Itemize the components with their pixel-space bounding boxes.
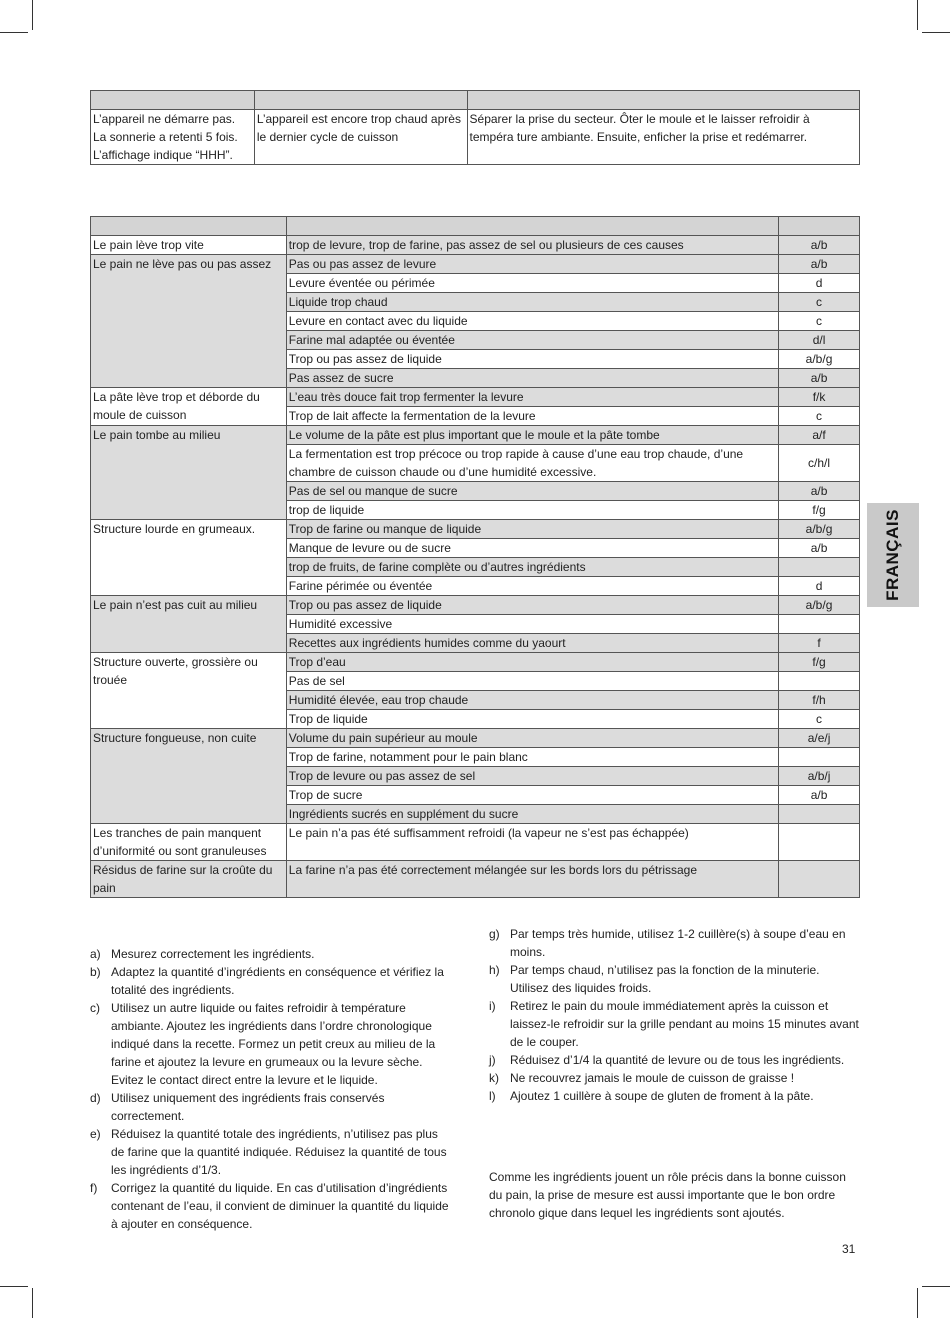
table-row	[91, 596, 860, 615]
table-row	[91, 824, 860, 861]
note-text: Réduisez la quantité totale des ingrédients, n’utilisez pas plus de farine que la quantité indiquée. Réduisez la quantité de tous les ingrédients d’1/3.	[111, 1127, 447, 1177]
cause-cell: Pas de sel	[286, 672, 778, 691]
problem-cell: Résidus de farine sur la croûte du pain	[91, 861, 287, 898]
table-row	[91, 426, 860, 445]
cause-cell: L’eau très douce fait trop fermenter la levure	[286, 388, 778, 407]
remedy-code-cell	[779, 558, 860, 577]
note-item	[489, 1051, 861, 1069]
remedy-code-cell: c	[779, 293, 860, 312]
crop-mark	[917, 0, 918, 30]
cause-cell: Levure éventée ou périmée	[286, 274, 778, 293]
note-text: Réduisez d’1/4 la quantité de levure ou de tous les ingrédients.	[510, 1053, 845, 1067]
note-key: e)	[90, 1127, 101, 1141]
cause-cell: Trop de levure ou pas assez de sel	[286, 767, 778, 786]
cause-cell: Pas ou pas assez de levure	[286, 255, 778, 274]
remedy-code-cell: a/f	[779, 426, 860, 445]
note-key: c)	[90, 1001, 100, 1015]
remedy-code-cell: f/k	[779, 388, 860, 407]
note-text: Mesurez correctement les ingrédients.	[111, 947, 315, 961]
problem-cell: Le pain tombe au milieu	[91, 426, 287, 520]
table-row	[91, 110, 860, 165]
error-table	[90, 90, 860, 165]
remedy-code-cell: f/g	[779, 653, 860, 672]
header-cell	[779, 217, 860, 236]
note-key: g)	[489, 927, 500, 941]
cause-cell: trop de liquide	[286, 501, 778, 520]
cause-cell: La farine n’a pas été correctement mélangée sur les bords lors du pétrissage	[286, 861, 778, 898]
problem-cell: Structure lourde en grumeaux.	[91, 520, 287, 596]
cause-cell: Trop de lait affecte la fermentation de la levure	[286, 407, 778, 426]
note-key: h)	[489, 963, 500, 977]
problem-cell: La pâte lève trop et déborde du moule de cuisson	[91, 388, 287, 426]
remedy-code-cell: a/b/g	[779, 596, 860, 615]
remedy-code-cell	[779, 672, 860, 691]
note-key: d)	[90, 1091, 101, 1105]
note-item	[90, 1179, 452, 1233]
closing-paragraph: Comme les ingrédients jouent un rôle précis dans la bonne cuisson du pain, la prise de mesure est aussi importante que le bon ordre chronolo gique dans lequel les ingrédients sont ajoutés.	[489, 1170, 846, 1220]
table-row	[91, 520, 860, 539]
page-number: 31	[842, 1242, 856, 1256]
remedy-code-cell: f	[779, 634, 860, 653]
cause-cell: Trop de farine ou manque de liquide	[286, 520, 778, 539]
remedy-code-cell: c	[779, 710, 860, 729]
remedy-code-cell: a/b/g	[779, 520, 860, 539]
crop-mark	[32, 1288, 33, 1318]
note-item	[90, 1125, 452, 1179]
remedy-code-cell: c	[779, 312, 860, 331]
cause-cell: Humidité excessive	[286, 615, 778, 634]
cause-cell: L’appareil est encore trop chaud après le dernier cycle de cuisson	[254, 110, 467, 165]
cause-cell: trop de levure, trop de farine, pas assez de sel ou plusieurs de ces causes	[286, 236, 778, 255]
remedy-code-cell: c/h/l	[779, 445, 860, 482]
problem-cell: Le pain ne lève pas ou pas assez	[91, 255, 287, 388]
problem-cell: Structure ouverte, grossière ou trouée	[91, 653, 287, 729]
header-cell	[467, 91, 859, 110]
cause-cell: trop de fruits, de farine complète ou d’autres ingrédients	[286, 558, 778, 577]
table-header-row	[91, 91, 860, 110]
note-text: Adaptez la quantité d’ingrédients en conséquence et vérifiez la totalité des ingrédients.	[111, 965, 444, 997]
troubleshooting-table	[90, 216, 860, 898]
remedy-code-cell: a/b/g	[779, 350, 860, 369]
table-row	[91, 861, 860, 898]
cause-cell: Farine périmée ou éventée	[286, 577, 778, 596]
cause-cell: Volume du pain supérieur au moule	[286, 729, 778, 748]
crop-mark	[922, 32, 950, 33]
remedy-code-cell: c	[779, 407, 860, 426]
remedy-code-cell: d	[779, 577, 860, 596]
note-key: a)	[90, 947, 101, 961]
language-tab-label: FRANÇAIS	[883, 509, 902, 601]
language-tab	[867, 503, 919, 607]
crop-mark	[0, 32, 28, 33]
note-item	[489, 925, 861, 961]
problem-cell: Les tranches de pain manquent d’uniformité ou sont granuleuses	[91, 824, 287, 861]
problem-cell: Le pain lève trop vite	[91, 236, 287, 255]
remedy-code-cell: d	[779, 274, 860, 293]
note-key: k)	[489, 1071, 499, 1085]
crop-mark	[0, 1286, 28, 1287]
crop-mark	[922, 1286, 950, 1287]
table-row	[91, 653, 860, 672]
note-text: Par temps chaud, n’utilisez pas la fonction de la minuterie. Utilisez des liquides froids.	[510, 963, 820, 995]
remedy-code-cell: a/b	[779, 482, 860, 501]
note-item	[90, 1089, 452, 1125]
note-key: l)	[489, 1089, 496, 1103]
cause-cell: Le volume de la pâte est plus important que le moule et la pâte tombe	[286, 426, 778, 445]
note-item	[489, 961, 861, 997]
cause-cell: Trop ou pas assez de liquide	[286, 350, 778, 369]
notes-left-list	[90, 945, 452, 1233]
notes-right-list	[489, 925, 861, 1105]
cause-cell: Ingrédients sucrés en supplément du sucre	[286, 805, 778, 824]
remedy-code-cell: a/b	[779, 255, 860, 274]
problem-cell: Le pain n’est pas cuit au milieu	[91, 596, 287, 653]
cause-cell: Liquide trop chaud	[286, 293, 778, 312]
note-text: Utilisez uniquement des ingrédients frais conservés correctement.	[111, 1091, 385, 1123]
cause-cell: Trop ou pas assez de liquide	[286, 596, 778, 615]
note-text: Ne recouvrez jamais le moule de cuisson de graisse !	[510, 1071, 795, 1085]
note-item	[90, 945, 452, 963]
solution-cell: Séparer la prise du secteur. Ôter le moule et le laisser refroidir à tempéra ture ambiante. Ensuite, enficher la prise et redémarrer.	[467, 110, 859, 165]
header-cell	[286, 217, 778, 236]
remedy-code-cell: d/l	[779, 331, 860, 350]
cause-cell: Humidité élevée, eau trop chaude	[286, 691, 778, 710]
note-item	[489, 1069, 861, 1087]
remedy-code-cell	[779, 748, 860, 767]
remedy-code-cell	[779, 861, 860, 898]
header-cell	[91, 217, 287, 236]
cause-cell: Manque de levure ou de sucre	[286, 539, 778, 558]
note-item	[489, 997, 861, 1051]
table-row	[91, 255, 860, 274]
cause-cell: Pas de sel ou manque de sucre	[286, 482, 778, 501]
cause-cell: Trop d’eau	[286, 653, 778, 672]
remedy-code-cell	[779, 615, 860, 634]
remedy-code-cell: f/h	[779, 691, 860, 710]
cause-cell: Le pain n’a pas été suffisamment refroidi (la vapeur ne s’est pas échappée)	[286, 824, 778, 861]
problem-cell: Structure fongueuse, non cuite	[91, 729, 287, 824]
note-item	[90, 999, 452, 1089]
remedy-code-cell: a/b	[779, 236, 860, 255]
cause-cell: Levure en contact avec du liquide	[286, 312, 778, 331]
cause-cell: Farine mal adaptée ou éventée	[286, 331, 778, 350]
table-header-row	[91, 217, 860, 236]
cause-cell: Recettes aux ingrédients humides comme du yaourt	[286, 634, 778, 653]
crop-mark	[917, 1288, 918, 1318]
remedy-code-cell: f/g	[779, 501, 860, 520]
note-key: b)	[90, 965, 101, 979]
header-cell	[91, 91, 255, 110]
note-item	[489, 1087, 861, 1105]
note-key: j)	[489, 1053, 496, 1067]
table-row	[91, 388, 860, 407]
cause-cell: Trop de sucre	[286, 786, 778, 805]
remedy-code-cell	[779, 824, 860, 861]
note-text: Ajoutez 1 cuillère à soupe de gluten de froment à la pâte.	[510, 1089, 814, 1103]
note-text: Retirez le pain du moule immédiatement après la cuisson et laissez-le refroidir sur la grille pendant au moins 15 minutes avant de le couper.	[510, 999, 859, 1049]
remedy-code-cell: a/b/j	[779, 767, 860, 786]
note-item	[90, 963, 452, 999]
cause-cell: Pas assez de sucre	[286, 369, 778, 388]
remedy-code-cell: a/b	[779, 786, 860, 805]
note-key: i)	[489, 999, 496, 1013]
note-text: Corrigez la quantité du liquide. En cas d’utilisation d’ingrédients contenant de l’eau, il convient de diminuer la quantité du liquide à ajouter en conséquence.	[111, 1181, 449, 1231]
note-key: f)	[90, 1181, 98, 1195]
note-text: Utilisez un autre liquide ou faites refroidir à température ambiante. Ajoutez les ingrédients dans l’ordre chronologique indiqué dans la recette. Formez un petit creux au milieu de la farine et ajoutez la levure en grumeaux ou la levure sèche. Evitez le contact direct entre la levure et le liquide.	[111, 1001, 436, 1087]
note-text: Par temps très humide, utilisez 1-2 cuillère(s) à soupe d’eau en moins.	[510, 927, 846, 959]
remedy-code-cell: a/b	[779, 369, 860, 388]
remedy-code-cell: a/e/j	[779, 729, 860, 748]
table-row	[91, 729, 860, 748]
cause-cell: Trop de liquide	[286, 710, 778, 729]
table-row	[91, 236, 860, 255]
cause-cell: Trop de farine, notamment pour le pain blanc	[286, 748, 778, 767]
remedy-code-cell: a/b	[779, 539, 860, 558]
crop-mark	[32, 0, 33, 30]
problem-cell: L’appareil ne démarre pas. La sonnerie a retenti 5 fois. L’affichage indique “HHH”.	[91, 110, 255, 165]
header-cell	[254, 91, 467, 110]
remedy-code-cell	[779, 805, 860, 824]
cause-cell: La fermentation est trop précoce ou trop rapide à cause d’une eau trop chaude, d’une chambre de cuisson chaude ou d’une humidité excessive.	[286, 445, 778, 482]
